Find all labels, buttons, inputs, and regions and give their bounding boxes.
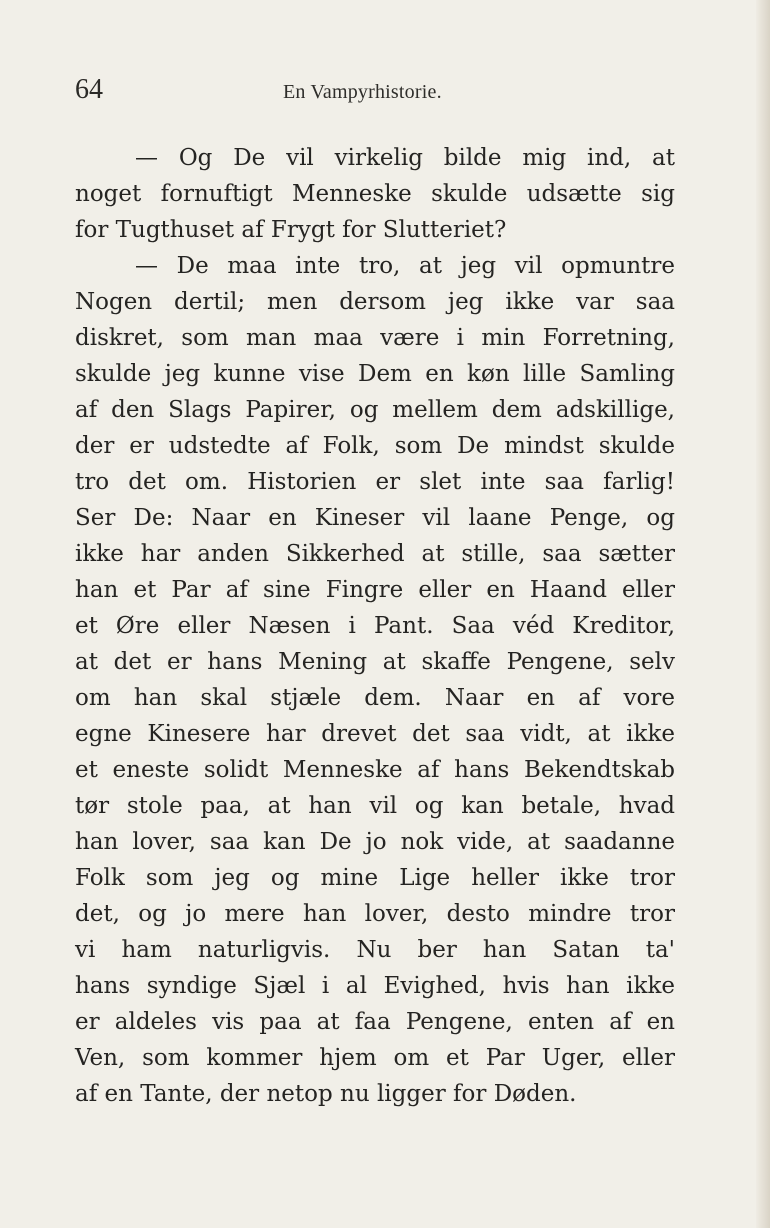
- text-line: om han skal stjæle dem. Naar en af vore: [75, 685, 675, 711]
- page-number: 64: [75, 74, 103, 105]
- text-line: et eneste solidt Menneske af hans Bekendtskab: [75, 757, 675, 783]
- text-line: Nogen dertil; men dersom jeg ikke var saa: [75, 289, 675, 315]
- text-line: noget fornuftigt Menneske skulde udsætte sig: [75, 181, 675, 207]
- text-line: skulde jeg kunne vise Dem en køn lille Samling: [75, 361, 675, 387]
- text-line: at det er hans Mening at skaffe Pengene, selv: [75, 649, 675, 675]
- text-line: det, og jo mere han lover, desto mindre tror: [75, 901, 675, 927]
- running-title: En Vampyrhistorie.: [283, 81, 442, 103]
- page-edge-shadow: [756, 0, 770, 1228]
- text-line: tro det om. Historien er slet inte saa farlig!: [75, 469, 675, 495]
- text-line: han et Par af sine Fingre eller en Haand eller: [75, 577, 675, 603]
- text-line: er aldeles vis paa at faa Pengene, enten af en: [75, 1009, 675, 1035]
- text-line: han lover, saa kan De jo nok vide, at saadanne: [75, 829, 675, 855]
- text-line: diskret, som man maa være i min Forretning,: [75, 325, 675, 351]
- text-line: ikke har anden Sikkerhed at stille, saa sætter: [75, 541, 675, 567]
- text-line: tør stole paa, at han vil og kan betale, hvad: [75, 793, 675, 819]
- text-line: — De maa inte tro, at jeg vil opmuntre: [135, 253, 675, 279]
- text-line: af en Tante, der netop nu ligger for Døden.: [75, 1081, 577, 1107]
- text-line: der er udstedte af Folk, som De mindst skulde: [75, 433, 675, 459]
- text-line: Ven, som kommer hjem om et Par Uger, eller: [75, 1045, 675, 1071]
- text-line: vi ham naturligvis. Nu ber han Satan ta': [75, 937, 675, 963]
- text-line: for Tugthuset af Frygt for Slutteriet?: [75, 217, 507, 243]
- body-text: [75, 140, 675, 1112]
- text-line: — Og De vil virkelig bilde mig ind, at: [135, 145, 675, 171]
- text-line: Folk som jeg og mine Lige heller ikke tror: [75, 865, 675, 891]
- page-header: [75, 74, 675, 114]
- text-line: Ser De: Naar en Kineser vil laane Penge, og: [75, 505, 675, 531]
- text-line: et Øre eller Næsen i Pant. Saa véd Kreditor,: [75, 613, 675, 639]
- text-line: hans syndige Sjæl i al Evighed, hvis han ikke: [75, 973, 675, 999]
- text-line: af den Slags Papirer, og mellem dem adskillige,: [75, 397, 675, 423]
- text-line: egne Kinesere har drevet det saa vidt, at ikke: [75, 721, 675, 747]
